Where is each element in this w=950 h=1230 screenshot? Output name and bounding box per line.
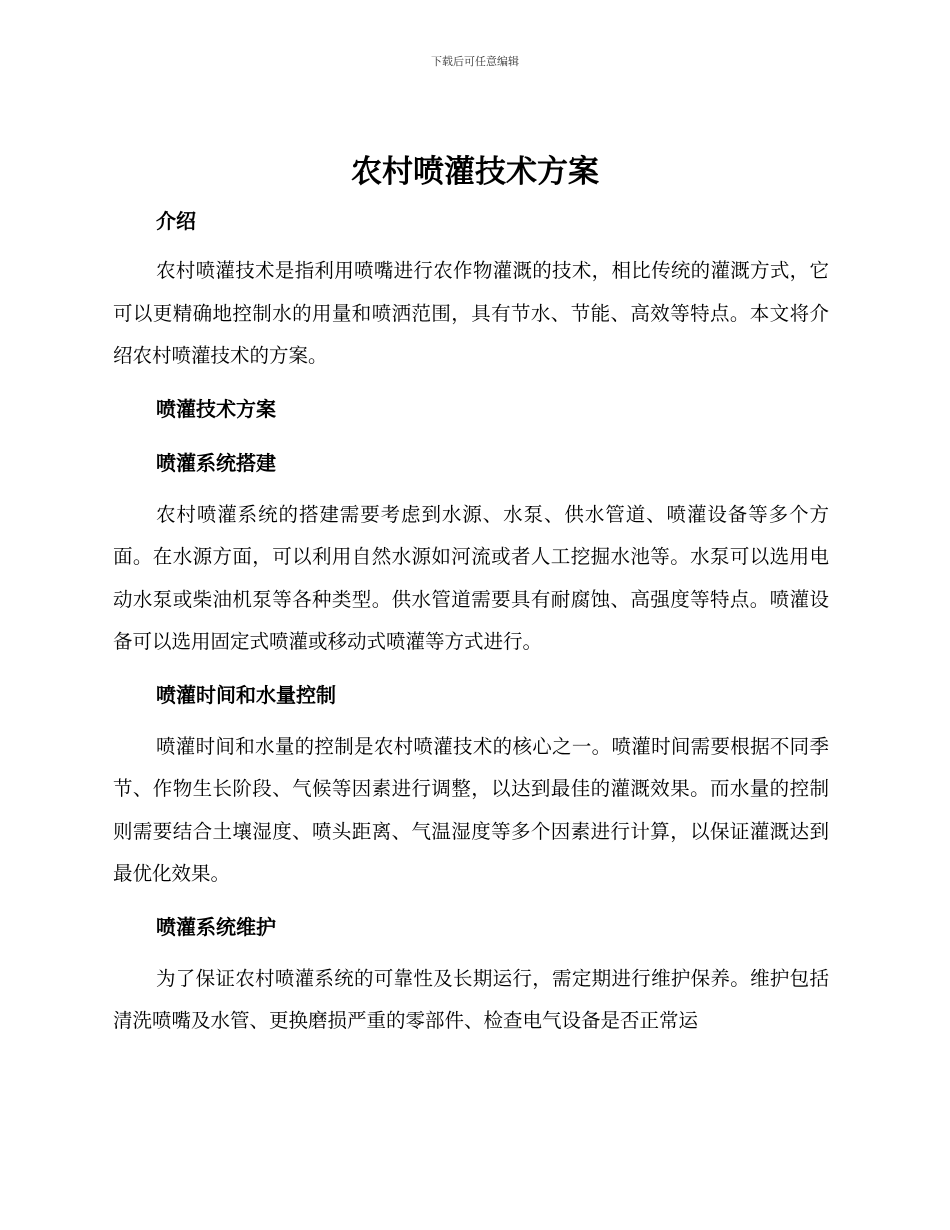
section-heading-plan: 喷灌技术方案 xyxy=(156,396,276,421)
section-paragraph-maintenance: 为了保证农村喷灌系统的可靠性及长期运行，需定期进行维护保养。维护包括清洗喷嘴及水管、更换磨损严重的零部件、检查电气设备是否正常运 xyxy=(113,966,829,1032)
section-paragraph-time-water-control: 喷灌时间和水量的控制是农村喷灌技术的核心之一。喷灌时间需要根据不同季节、作物生长阶段、气候等因素进行调整，以达到最佳的灌溉效果。而水量的控制则需要结合土壤湿度、喷头距离、气温湿度等多个因素进行计算，以保证灌溉达到最优化效果。 xyxy=(113,734,829,885)
section-paragraph-system-build: 农村喷灌系统的搭建需要考虑到水源、水泵、供水管道、喷灌设备等多个方面。在水源方面，可以利用自然水源如河流或者人工挖掘水池等。水泵可以选用电动水泵或柴油机泵等各种类型。供水管道需要具有耐腐蚀、高强度等特点。喷灌设备可以选用固定式喷灌或移动式喷灌等方式进行。 xyxy=(113,502,829,653)
section-paragraph-intro: 农村喷灌技术是指利用喷嘴进行农作物灌溉的技术，相比传统的灌溉方式，它可以更精确地控制水的用量和喷洒范围，具有节水、节能、高效等特点。本文将介绍农村喷灌技术的方案。 xyxy=(113,259,829,367)
section-heading-maintenance: 喷灌系统维护 xyxy=(156,914,276,939)
section-heading-system-build: 喷灌系统搭建 xyxy=(156,450,276,475)
section-heading-time-water-control: 喷灌时间和水量控制 xyxy=(156,682,336,707)
document-title: 农村喷灌技术方案 xyxy=(351,154,599,190)
section-heading-intro: 介绍 xyxy=(156,209,196,233)
page-header-note: 下载后可任意编辑 xyxy=(431,55,519,68)
document-body xyxy=(113,200,829,1043)
